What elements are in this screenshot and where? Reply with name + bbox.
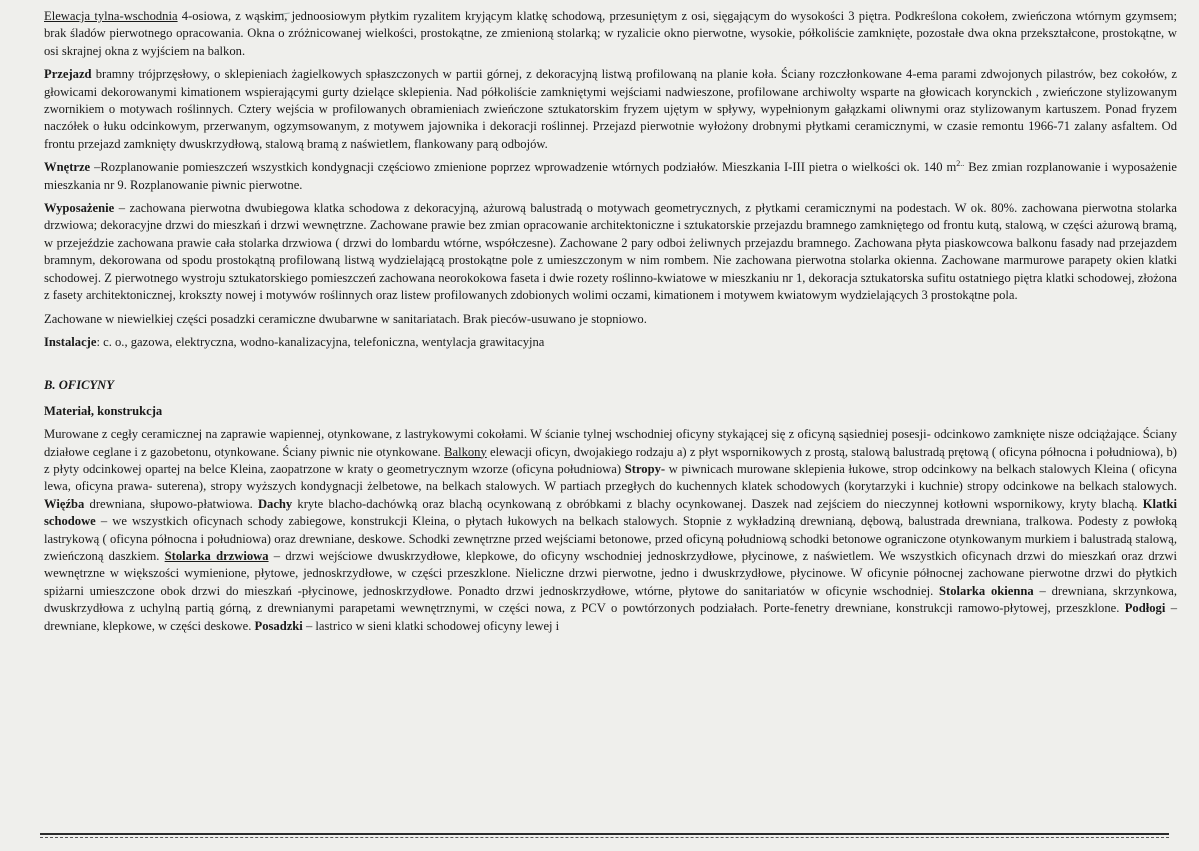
label-roofs: Dachy	[257, 496, 293, 511]
label-window-joinery: Stolarka okienna	[939, 583, 1034, 598]
label-installations: Instalacje	[44, 334, 97, 349]
text-construction-2: elewacji oficyn, dwojakiego rodzaju a) z płyt wspornikowych z prostą, stalową balustradą prętową ( oficyna północna i południowa), b) z płyty odcinkowej opartej na belce Kleina, zaopatrzone w kraty o geometrycznym wzorze (oficyna południowa)	[44, 444, 1177, 476]
label-balconies: Balkony	[444, 444, 487, 459]
text-equipment: – zachowana pierwotna dwubiegowa klatka schodowa z dekoracyjną, ażurową balustradą o motywach geometrycznych, z płytkami ceramicznymi na podestach. W ok. 80%. zachowana pierwotna stolarka drzwiowa; dekoracyjne drzwi do mieszkań i drzwi wewnętrzne. Zachowane prawie bez zmian opracowanie architektoniczne i sztukatorskie przejazdu bramnego zamkniętego od frontu kutą, stalową, w części ażurową bramą, w przejeździe zachowana prawie cała stolarka drzwiowa ( drzwi do lombardu wtórne, współczesne). Zachowane 2 pary odboi żeliwnych przejazdu bramnego. Zachowana płyta piaskowcowa balkonu fasady nad przejazdem bramnym, dekorowana od spodu prostokątną profilowaną listwą wydzielającą prostokątne pole z umieszczonym w nim rombem. Nie zachowana pierwotna stolarka okienna. Zachowane marmurowe parapety okien klatki schodowej. Z pierwotnego wystroju sztukatorskiego pomieszczeń zachowana neorokokowa faseta i dwie rozety roślinno-kwiatowe w mieszkaniu nr 1, dekoracja sztukatorska sufitu ostatniego piętra klatki schodowej, złożona z fasety architektonicznej, krokszty nowej i motywów roślinnych oraz listew profilowanych zdobionych wolimi oczami, kimationem i motywem kwiatowym wydzielających 3 prostokątne pola.	[44, 201, 1177, 303]
paragraph-rear-elevation	[44, 8, 1177, 60]
section-title-outbuildings: B. OFICYNY	[44, 378, 114, 393]
text-interior-b: Bez zmian rozplanowanie i wyposażenie mieszkania nr 9. Rozplanowanie piwnic pierwotne.	[44, 160, 1178, 192]
paragraph-passage	[44, 66, 1177, 153]
paragraph-interior	[44, 159, 1177, 194]
paragraph-construction	[44, 426, 1177, 635]
paragraph-equipment	[44, 200, 1177, 304]
text-interior-a: –Rozplanowanie pomieszczeń wszystkich kondygnacji częściowo zmienione poprzez wprowadzenie wtórnych podziałów. Mieszkania I-III pietra o wielkości ok. 140 m	[90, 160, 957, 175]
text-rear-elevation: 4-osiowa, z wąskim, jednoosiowym płytkim ryzalitem kryjącym klatkę schodową, przesuniętym z osi, sięgającym do wysokości 3 piętra. Podkreślona cokołem, zwieńczona wtórnym gzymsem; brak śladów pierwotnego opracowania. Okna o zróżnicowanej wielkości, prostokątne, ze zmienioną stolarką; w ryzalicie okno pierwotne, wysokie, półkoliście zamknięte, pozostałe dwa okna przekształcone, prostokątne, w osi skrajnej okna z wyjściem na balkon.	[44, 9, 1177, 58]
paragraph-floors-note	[44, 311, 1177, 328]
label-passage: Przejazd	[44, 67, 92, 82]
text-construction-4: drewniana, słupowo-płatwiowa.	[84, 496, 258, 511]
text-construction-7: – drzwi wejściowe dwuskrzydłowe, klepkowe, do oficyny wschodniej jednoskrzydłowe, płycinowe, z naświetlem. We wszystkich oficynach drzwi do mieszkań oraz drzwi wewnętrzne w większości wymienione, płytowe, jednoskrzydłowe, w części przeszklone. Nieliczne drzwi pierwotne, jedno i dwuskrzydłowe, płycinowe. W oficynie północnej zachowane pierwotne drzwi do płytkich spiżarni umieszczone obok drzwi do mieszkań -płycinowe, jednoskrzydłowe. Ponadto drzwi jednoskrzydłowe, wtórne, płytowe do sanitariatów w oficynie wschodniej.	[44, 548, 1177, 598]
label-interior: Wnętrze	[44, 160, 91, 175]
label-wooden-floors: Podłogi	[1124, 601, 1166, 616]
label-flooring: Posadzki	[254, 618, 303, 633]
subtitle-material: Materiał, konstrukcja	[44, 403, 163, 418]
text-construction-8: – drewniana, skrzynkowa, dwuskrzydłowa z uchylną partią górną, z drewnianymi parapetami wewnętrznymi, w części nowa, z PCV o powtórzonych podziałach. Porte-fenetry drewniane, konstrukcji ramowo-płytowej, przeszklone.	[44, 583, 1177, 616]
paragraph-installations	[44, 334, 1177, 351]
label-staircases: Klatki schodowe	[44, 496, 1177, 529]
label-door-joinery: Stolarka drzwiowa	[164, 548, 269, 563]
label-rear-elevation: Elewacja tylna-wschodnia	[44, 9, 178, 23]
text-installations: : c. o., gazowa, elektryczna, wodno-kanalizacyjna, telefoniczna, wentylacja grawitacyjna	[96, 334, 545, 349]
text-floors-note: Zachowane w niewielkiej części posadzki ceramiczne dwubarwne w sanitariatach. Brak pieców-usuwano je stopniowo.	[44, 311, 647, 326]
text-passage: bramny trójprzęsłowy, o sklepieniach żagielkowych spłaszczonych w partii górnej, z dekoracyjną listwą profilowaną na planie koła. Ściany rozczłonkowane 4-ema parami zdwojonych pilastrów, bez cokołów, z głowicami dekorowanymi kimationem wspierającymi gurty dzielące sklepienia. Nad półkoliście zamkniętymi wejściami nadwieszone, profilowane archiwolty wsparte na głowicach korynckich , zwieńczone stylizowanym zwornikiem o motywach roślinnych. Cztery wejścia w profilowanych obramieniach zwieńczone sztukatorskim fryzem ujętym w spływy, wypełnionym gałązkami oliwnymi oraz stylizowanym kartuszem. Ponad fryzem naczółek o łuku odcinkowym, przerwanym, ogzymsowanym, z motywem jajownika i dekoracji roślinnej. Przejazd pierwotnie wyłożony drobnymi płytkami ceramicznymi, w czasie remontu 1966-71 zalany asfaltem. Od frontu przejazd zamknięty dwuskrzydłową, stalową bramą z naświetlem, flankowany parą odbojów.	[44, 67, 1177, 151]
text-construction-3: w piwnicach murowane sklepienia łukowe, strop odcinkowy na belkach stalowych Kleina ( oficyna lewa, oficyna prawa- suterena), stropy wyższych kondygnacji żelbetowe, na belkach stalowych. W partiach przegłych do kuchennych klatek schodowych (korytarzyki i kuchnie) stropy odcinkowe na belkach stalowych.	[44, 461, 1177, 494]
superscript-area: 2..	[956, 159, 965, 169]
text-construction-5: kryte blacho-dachówką oraz blachą ocynkowaną z obróbkami z blachy ocynkowanej. Daszek nad zejściem do nieczynnej kotłowni wspornikowy, kryty blachą.	[292, 496, 1143, 511]
text-construction-1: Murowane z cegły ceramicznej na zaprawie wapiennej, otynkowane, z lastrykowymi cokołami. W ścianie tylnej wschodniej oficyny stykającej się z oficyną sąsiedniej posesji- odcinkowo zamknięte nisze odciążające. Ściany działowe ceglane i z gazobetonu, otynkowane. Ściany piwnic nie otynkowane.	[44, 427, 1177, 459]
text-construction-6: – we wszystkich oficynach schody zabiegowe, konstrukcji Kleina, o płytach łukowych na belkach stalowych. Stopnie z wykładziną drewnianą, dębową, balustrada drewniana, tralkowa. Podesty z powłoką lastrykową ( oficyna północna i południowa) oraz drewniane, deskowe. Schodki zewnętrzne przed wejściami betonowe, przed oficyną południową schodki betonowe ograniczone otynkowanym murkiem i balustradą stalową, zwieńczoną daszkiem.	[44, 514, 1177, 563]
label-truss: Więźba	[44, 496, 85, 511]
text-construction-10: – lastrico w sieni klatki schodowej oficyny lewej i	[302, 618, 560, 633]
bottom-rule	[40, 833, 1169, 838]
label-ceilings: Stropy-	[624, 461, 666, 476]
text-construction-9: – drewniane, klepkowe, w części deskowe.	[44, 601, 1177, 633]
label-equipment: Wyposażenie	[44, 201, 115, 216]
